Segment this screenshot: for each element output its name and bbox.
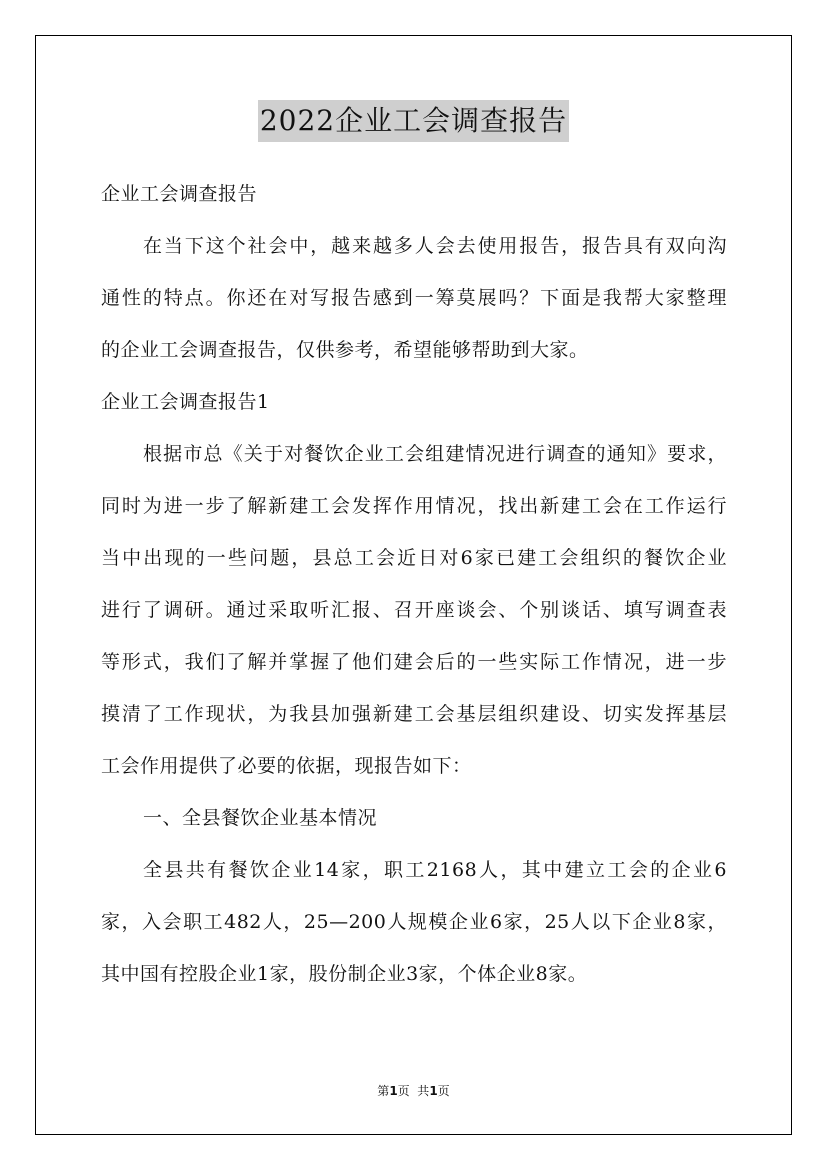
- paragraph-line: 在当下这个社会中，越来越多人会去使用报告，报告具有双向沟: [143, 235, 727, 257]
- paragraph-line: 同时为进一步了解新建工会发挥作用情况，找出新建工会在工作运行: [101, 495, 727, 517]
- paragraph-line: 工会作用提供了必要的依据，现报告如下：: [101, 755, 472, 777]
- paragraph-line: 摸清了工作现状，为我县加强新建工会基层组织建设、切实发挥基层: [101, 703, 727, 725]
- section-heading: 企业工会调查报告: [101, 183, 258, 205]
- title-wrap: [0, 100, 827, 142]
- paragraph-line: 其中国有控股企业1家，股份制企业3家，个体企业8家。: [101, 963, 588, 985]
- document-body: [101, 168, 727, 1000]
- paragraph-line: 的企业工会调查报告，仅供参考，希望能够帮助到大家。: [101, 339, 589, 361]
- footer-page-mid: 页 共: [397, 1084, 430, 1098]
- footer-page-prefix: 第: [377, 1084, 390, 1098]
- paragraph-line: 全县共有餐饮企业14家，职工2168人，其中建立工会的企业6: [143, 859, 727, 881]
- subsection-heading: 一、全县餐饮企业基本情况: [143, 807, 378, 829]
- paragraph-line: 进行了调研。通过采取听汇报、召开座谈会、个别谈话、填写调查表: [101, 599, 727, 621]
- paragraph-line: 通性的特点。你还在对写报告感到一筹莫展吗？下面是我帮大家整理: [101, 287, 727, 309]
- document-title: 2022企业工会调查报告: [258, 100, 569, 142]
- page-footer: [0, 1082, 827, 1099]
- footer-page-total: 1: [429, 1084, 438, 1098]
- paragraph-line: 等形式，我们了解并掌握了他们建会后的一些实际工作情况，进一步: [101, 651, 727, 673]
- paragraph-line: 家，入会职工482人，25—200人规模企业6家，25人以下企业8家，: [101, 911, 727, 933]
- paragraph-line: 根据市总《关于对餐饮企业工会组建情况进行调查的通知》要求，: [143, 443, 727, 465]
- footer-page-suffix: 页: [437, 1084, 450, 1098]
- section-heading: 企业工会调查报告1: [101, 391, 270, 413]
- paragraph-line: 当中出现的一些问题，县总工会近日对6家已建工会组织的餐饮企业: [101, 547, 727, 569]
- footer-page-number: 1: [389, 1084, 398, 1098]
